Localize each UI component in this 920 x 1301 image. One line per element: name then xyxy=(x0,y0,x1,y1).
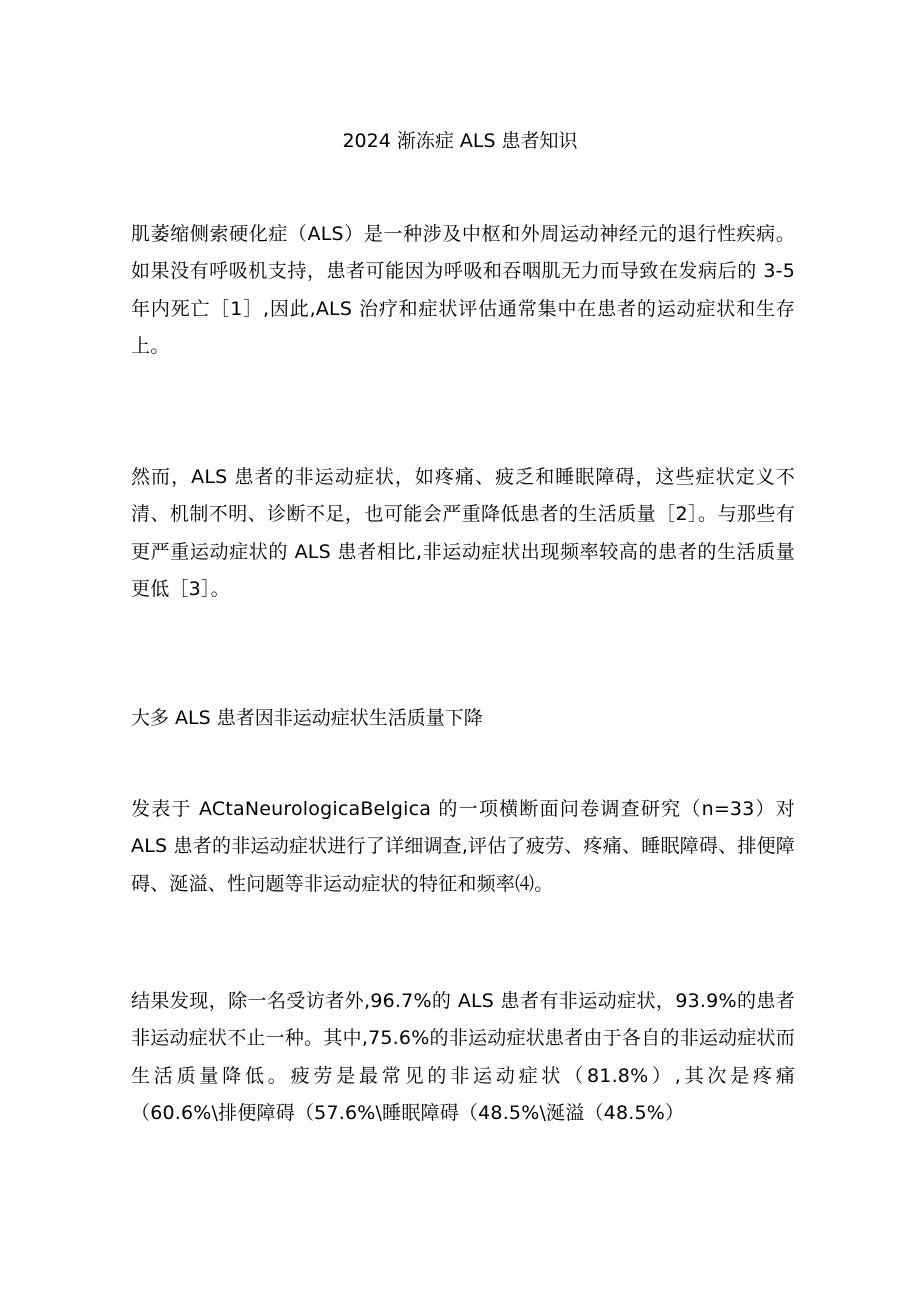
intro-paragraph: 肌萎缩侧索硬化症（ALS）是一种涉及中枢和外周运动神经元的退行性疾病。如果没有呼吸机支持，患者可能因为呼吸和吞咽肌无力而导致在发病后的 3-5 年内死亡［1］,因此,ALS 治疗和症状评估通常集中在患者的运动症状和生存上。 xyxy=(131,223,795,357)
section-heading: 大多 ALS 患者因非运动症状生活质量下降 xyxy=(131,707,483,729)
results-paragraph: 结果发现，除一名受访者外,96.7%的 ALS 患者有非运动症状，93.9%的患者非运动症状不止一种。其中,75.6%的非运动症状患者由于各自的非运动症状而生活质量降低。疲劳是最常见的非运动症状（81.8%）,其次是疼痛（60.6%\排便障碍（57.6%\睡眠障碍（48.5%\涎溢（48.5%） xyxy=(131,990,795,1124)
document-title: 2024 渐冻症 ALS 患者知识 xyxy=(342,130,578,152)
study-paragraph: 发表于 ACtaNeurologicaBelgica 的一项横断面问卷调查研究（n=33）对 ALS 患者的非运动症状进行了详细调查,评估了疲劳、疼痛、睡眠障碍、排便障碍、涎溢、性问题等非运动症状的特征和频率⑷。 xyxy=(131,798,795,895)
non-motor-paragraph: 然而，ALS 患者的非运动症状，如疼痛、疲乏和睡眠障碍，这些症状定义不清、机制不明、诊断不足，也可能会严重降低患者的生活质量［2］。与那些有更严重运动症状的 ALS 患者相比,非运动症状出现频率较高的患者的生活质量更低［3］。 xyxy=(131,466,795,600)
